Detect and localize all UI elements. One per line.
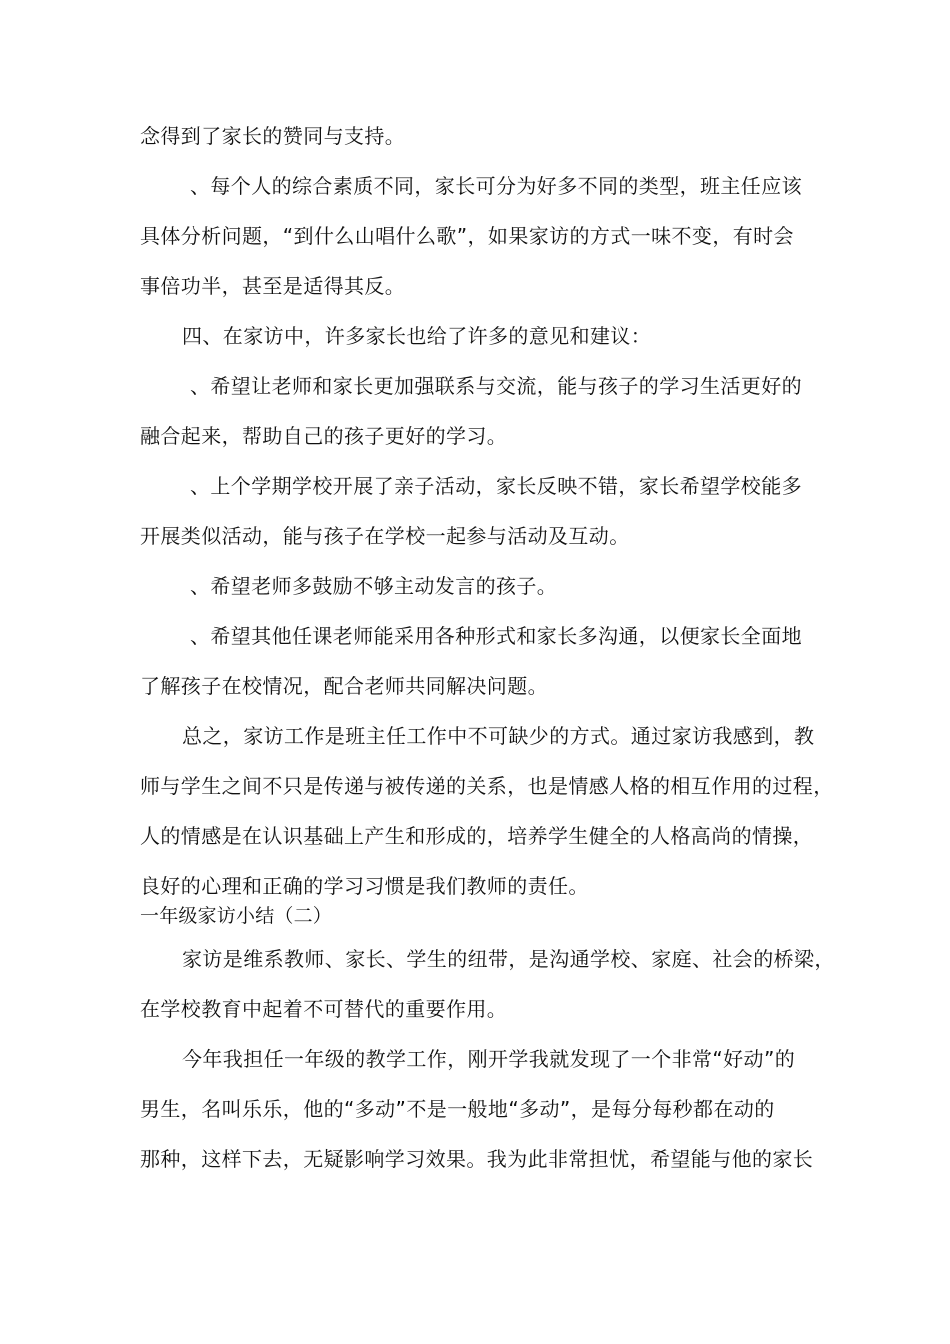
paragraph-line: 今年我担任一年级的教学工作，刚开学我就发现了一个非常“好动”的 — [182, 1047, 796, 1071]
text-line: 师与学生之间不只是传递与被传递的关系，也是情感人格的相互作用的过程， — [140, 774, 834, 798]
text-line: 了解孩子在校情况，配合老师共同解决问题。 — [140, 674, 548, 698]
list-item-line: 、希望让老师和家长更加强联系与交流，能与孩子的学习生活更好的 — [190, 374, 802, 398]
text-line: 那种，这样下去，无疑影响学习效果。我为此非常担忧，希望能与他的家长 — [140, 1147, 814, 1171]
text-line: 人的情感是在认识基础上产生和形成的，培养学生健全的人格高尚的情操， — [140, 824, 814, 848]
text-line: 事倍功半，甚至是适得其反。 — [140, 274, 406, 298]
text-line: 融合起来，帮助自己的孩子更好的学习。 — [140, 424, 508, 448]
list-item-line: 、上个学期学校开展了亲子活动，家长反映不错，家长希望学校能多 — [190, 474, 802, 498]
paragraph-line: 总之，家访工作是班主任工作中不可缺少的方式。通过家访我感到，教 — [182, 724, 815, 748]
list-item-line: 、希望其他任课老师能采用各种形式和家长多沟通，以便家长全面地 — [190, 624, 802, 648]
section-heading: 四、在家访中，许多家长也给了许多的意见和建议： — [182, 324, 652, 348]
text-line: 良好的心理和正确的学习习惯是我们教师的责任。 — [140, 874, 589, 898]
text-line: 念得到了家长的赞同与支持。 — [140, 124, 406, 148]
paragraph-line: 家访是维系教师、家长、学生的纽带，是沟通学校、家庭、社会的桥梁， — [182, 947, 835, 971]
text-line: 开展类似活动，能与孩子在学校一起参与活动及互动。 — [140, 524, 630, 548]
list-item-line: 、希望老师多鼓励不够主动发言的孩子。 — [190, 574, 558, 598]
list-item-line: 、每个人的综合素质不同，家长可分为好多不同的类型，班主任应该 — [190, 174, 802, 198]
section-title: 一年级家访小结（二） — [140, 905, 333, 927]
text-line: 在学校教育中起着不可替代的重要作用。 — [140, 997, 508, 1021]
text-line: 男生，名叫乐乐，他的“多动”不是一般地“多动”，是每分每秒都在动的 — [140, 1097, 775, 1121]
text-line: 具体分析问题，“到什么山唱什么歌”，如果家访的方式一味不变，有时会 — [140, 224, 794, 248]
